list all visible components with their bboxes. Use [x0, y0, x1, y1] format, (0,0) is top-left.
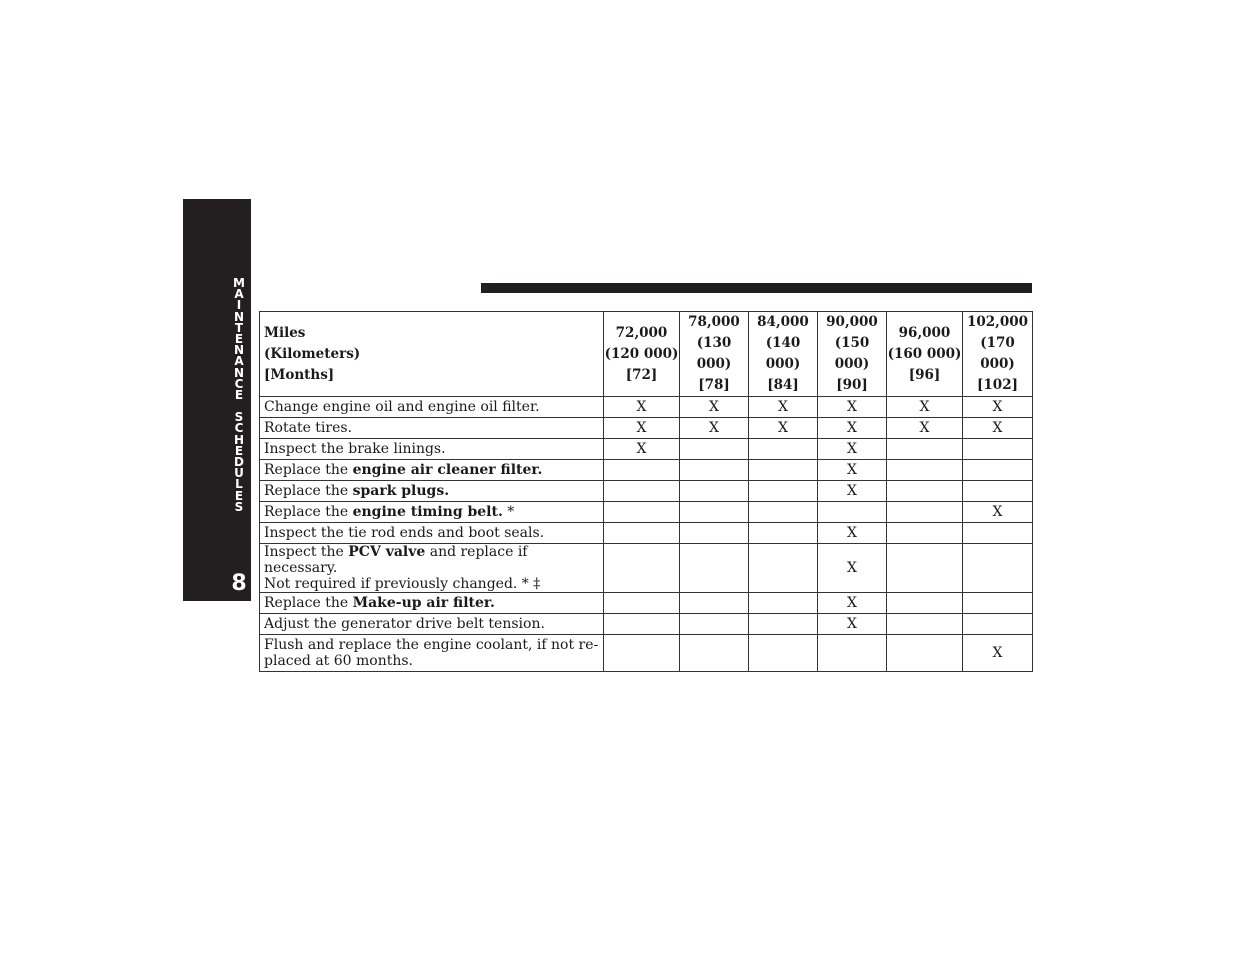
service-text-post: * — [502, 504, 515, 520]
header-interval-cell — [749, 312, 818, 397]
section-title-letter: E — [234, 443, 244, 458]
service-text-pre: Replace the — [264, 595, 353, 611]
service-text-pre: Change engine oil and engine oil filter. — [264, 399, 540, 415]
service-description — [264, 504, 599, 520]
maintenance-schedule-table — [259, 311, 1033, 672]
service-mark-cell — [749, 614, 818, 635]
section-title-letter: E — [234, 387, 244, 402]
service-description-cell — [260, 523, 604, 544]
service-description — [264, 544, 599, 576]
section-title-letter: T — [234, 320, 244, 335]
service-description — [264, 441, 599, 457]
section-title-letter: H — [233, 432, 245, 447]
service-mark-cell: X — [749, 418, 818, 439]
header-interval-months: [90] — [836, 377, 868, 393]
service-mark-cell — [604, 481, 680, 502]
service-mark-cell: X — [887, 418, 963, 439]
table-row — [260, 593, 1033, 614]
service-mark-cell: X — [818, 544, 887, 593]
service-description-line2: Not required if previously changed. * ‡ — [264, 576, 541, 592]
header-interval-cell — [963, 312, 1033, 397]
section-title-letter: N — [233, 343, 245, 358]
service-mark-cell — [887, 614, 963, 635]
header-interval-miles: 90,000 — [826, 314, 878, 330]
service-text-bold: spark plugs. — [352, 483, 450, 499]
header-interval-miles: 96,000 — [898, 324, 951, 341]
service-description — [264, 399, 599, 415]
service-mark-cell — [887, 502, 963, 523]
table-row — [260, 523, 1033, 544]
service-mark-cell: X — [818, 460, 887, 481]
header-rule — [481, 283, 1032, 293]
service-mark-cell: X — [749, 397, 818, 418]
header-kilometers-label: (Kilometers) — [264, 345, 361, 362]
service-mark-cell: X — [963, 397, 1033, 418]
header-interval-months: [78] — [698, 377, 730, 393]
service-description-cell — [260, 418, 604, 439]
header-interval-miles: 72,000 — [615, 324, 668, 341]
header-interval-cell — [818, 312, 887, 397]
service-text-pre: Replace the — [264, 504, 353, 520]
service-mark-cell — [818, 502, 887, 523]
service-mark-cell: X — [680, 418, 749, 439]
service-mark-cell — [749, 635, 818, 672]
service-mark-cell — [680, 635, 749, 672]
service-mark-cell — [887, 481, 963, 502]
section-title-letter: I — [236, 298, 242, 313]
service-description-cell — [260, 593, 604, 614]
table-row — [260, 481, 1033, 502]
header-interval-km: (150 000) — [834, 335, 870, 372]
header-interval-km: (170 000) — [980, 335, 1015, 372]
table-row — [260, 418, 1033, 439]
service-mark-cell: X — [818, 439, 887, 460]
service-mark-cell — [887, 544, 963, 593]
header-interval-km: (140 000) — [765, 335, 801, 372]
service-mark-cell — [749, 544, 818, 593]
service-mark-cell: X — [818, 418, 887, 439]
service-mark-cell: X — [680, 397, 749, 418]
service-mark-cell — [887, 460, 963, 481]
section-title-letter: D — [234, 455, 244, 469]
service-mark-cell: X — [818, 523, 887, 544]
service-text-pre: Inspect the tie rod ends and boot seals. — [264, 525, 545, 541]
section-title-letter: C — [234, 376, 244, 391]
table-row — [260, 460, 1033, 481]
header-interval-months: [72] — [625, 366, 658, 383]
service-mark-cell — [749, 460, 818, 481]
service-description — [264, 595, 599, 611]
service-mark-cell — [604, 544, 680, 593]
service-text-post: and replace if necessary. — [264, 544, 528, 576]
service-description-cell — [260, 439, 604, 460]
service-mark-cell — [680, 544, 749, 593]
service-mark-cell: X — [604, 418, 680, 439]
service-mark-cell — [749, 523, 818, 544]
service-description-cell — [260, 544, 604, 593]
service-mark-cell — [680, 481, 749, 502]
service-mark-cell — [680, 502, 749, 523]
service-mark-cell — [887, 593, 963, 614]
service-mark-cell — [887, 635, 963, 672]
service-mark-cell — [963, 523, 1033, 544]
service-mark-cell: X — [818, 614, 887, 635]
service-description-line2: placed at 60 months. — [264, 653, 414, 669]
service-mark-cell — [963, 544, 1033, 593]
service-description — [264, 525, 599, 541]
section-title-letter: E — [234, 331, 244, 346]
service-mark-cell: X — [887, 397, 963, 418]
service-description — [264, 483, 599, 499]
service-mark-cell — [680, 460, 749, 481]
service-mark-cell — [963, 439, 1033, 460]
service-mark-cell — [963, 460, 1033, 481]
service-text-bold: engine air cleaner filter. — [352, 462, 543, 478]
service-text-bold: engine timing belt. — [352, 504, 503, 520]
service-description — [264, 637, 599, 653]
service-mark-cell — [680, 593, 749, 614]
header-interval-miles: 84,000 — [757, 314, 809, 330]
service-mark-cell — [749, 439, 818, 460]
service-mark-cell — [887, 439, 963, 460]
service-text-pre: Replace the — [264, 483, 353, 499]
service-mark-cell — [749, 481, 818, 502]
service-mark-cell — [963, 593, 1033, 614]
service-mark-cell — [963, 614, 1033, 635]
header-interval-miles: 102,000 — [966, 314, 1029, 330]
header-interval-months: [84] — [767, 377, 799, 393]
service-mark-cell — [680, 614, 749, 635]
service-mark-cell — [604, 593, 680, 614]
service-mark-cell — [604, 502, 680, 523]
header-interval-km: (130 000) — [696, 335, 732, 372]
service-mark-cell — [604, 635, 680, 672]
header-interval-cell — [680, 312, 749, 397]
section-title-letter: N — [233, 365, 245, 380]
table-row — [260, 397, 1033, 418]
section-title-letter: L — [235, 477, 243, 492]
section-title-letter: S — [234, 499, 244, 514]
header-label-cell — [260, 312, 604, 397]
service-description-cell — [260, 614, 604, 635]
header-interval-miles: 78,000 — [688, 314, 740, 330]
service-mark-cell — [818, 635, 887, 672]
section-title-letter: A — [234, 354, 244, 369]
service-mark-cell — [749, 593, 818, 614]
section-title-letter: C — [234, 421, 244, 436]
section-title-letter: M — [233, 276, 245, 290]
header-months-label: [Months] — [264, 366, 335, 383]
header-interval-cell — [887, 312, 963, 397]
table-row — [260, 439, 1033, 460]
service-mark-cell — [749, 502, 818, 523]
service-mark-cell — [604, 523, 680, 544]
service-text-pre: Rotate tires. — [264, 420, 353, 436]
service-mark-cell: X — [963, 635, 1033, 672]
service-description — [264, 462, 599, 478]
service-mark-cell: X — [818, 397, 887, 418]
service-mark-cell: X — [818, 593, 887, 614]
header-miles-label: Miles — [264, 324, 306, 341]
service-text-pre: Replace the — [264, 462, 353, 478]
header-interval-cell — [604, 312, 680, 397]
service-description-cell — [260, 460, 604, 481]
service-text-bold: PCV valve — [348, 544, 426, 560]
section-title-letter: N — [233, 309, 245, 324]
table-row — [260, 544, 1033, 593]
header-interval-km: (160 000) — [887, 345, 962, 362]
service-description-cell — [260, 502, 604, 523]
service-mark-cell: X — [604, 439, 680, 460]
table-row — [260, 635, 1033, 672]
service-mark-cell — [604, 460, 680, 481]
service-description-cell — [260, 481, 604, 502]
service-mark-cell: X — [604, 397, 680, 418]
service-mark-cell — [680, 439, 749, 460]
header-interval-months: [96] — [908, 366, 941, 383]
section-title-vertical — [228, 278, 250, 513]
service-mark-cell — [887, 523, 963, 544]
service-mark-cell — [680, 523, 749, 544]
header-interval-months: [102] — [977, 377, 1018, 393]
service-mark-cell: X — [818, 481, 887, 502]
service-description — [264, 616, 599, 632]
service-description-cell — [260, 397, 604, 418]
table-row — [260, 502, 1033, 523]
service-description — [264, 420, 599, 436]
header-interval-km: (120 000) — [604, 345, 679, 362]
section-number: 8 — [231, 571, 247, 596]
service-text-bold: Make-up air filter. — [352, 595, 495, 611]
section-title-letter: E — [234, 488, 244, 503]
service-mark-cell — [963, 481, 1033, 502]
service-description-cell — [260, 635, 604, 672]
section-title-letter: A — [234, 287, 244, 302]
service-mark-cell: X — [963, 418, 1033, 439]
service-mark-cell: X — [963, 502, 1033, 523]
service-mark-cell — [604, 614, 680, 635]
service-text-pre: Adjust the generator drive belt tension. — [264, 616, 545, 632]
table-row — [260, 614, 1033, 635]
table-header-row — [260, 312, 1033, 397]
service-text-pre: Inspect the — [264, 544, 349, 560]
section-title-letter: U — [234, 466, 244, 481]
service-text-pre: Flush and replace the engine coolant, if not re- — [264, 637, 599, 653]
section-title-letter: S — [234, 410, 244, 425]
service-text-pre: Inspect the brake linings. — [264, 441, 446, 457]
